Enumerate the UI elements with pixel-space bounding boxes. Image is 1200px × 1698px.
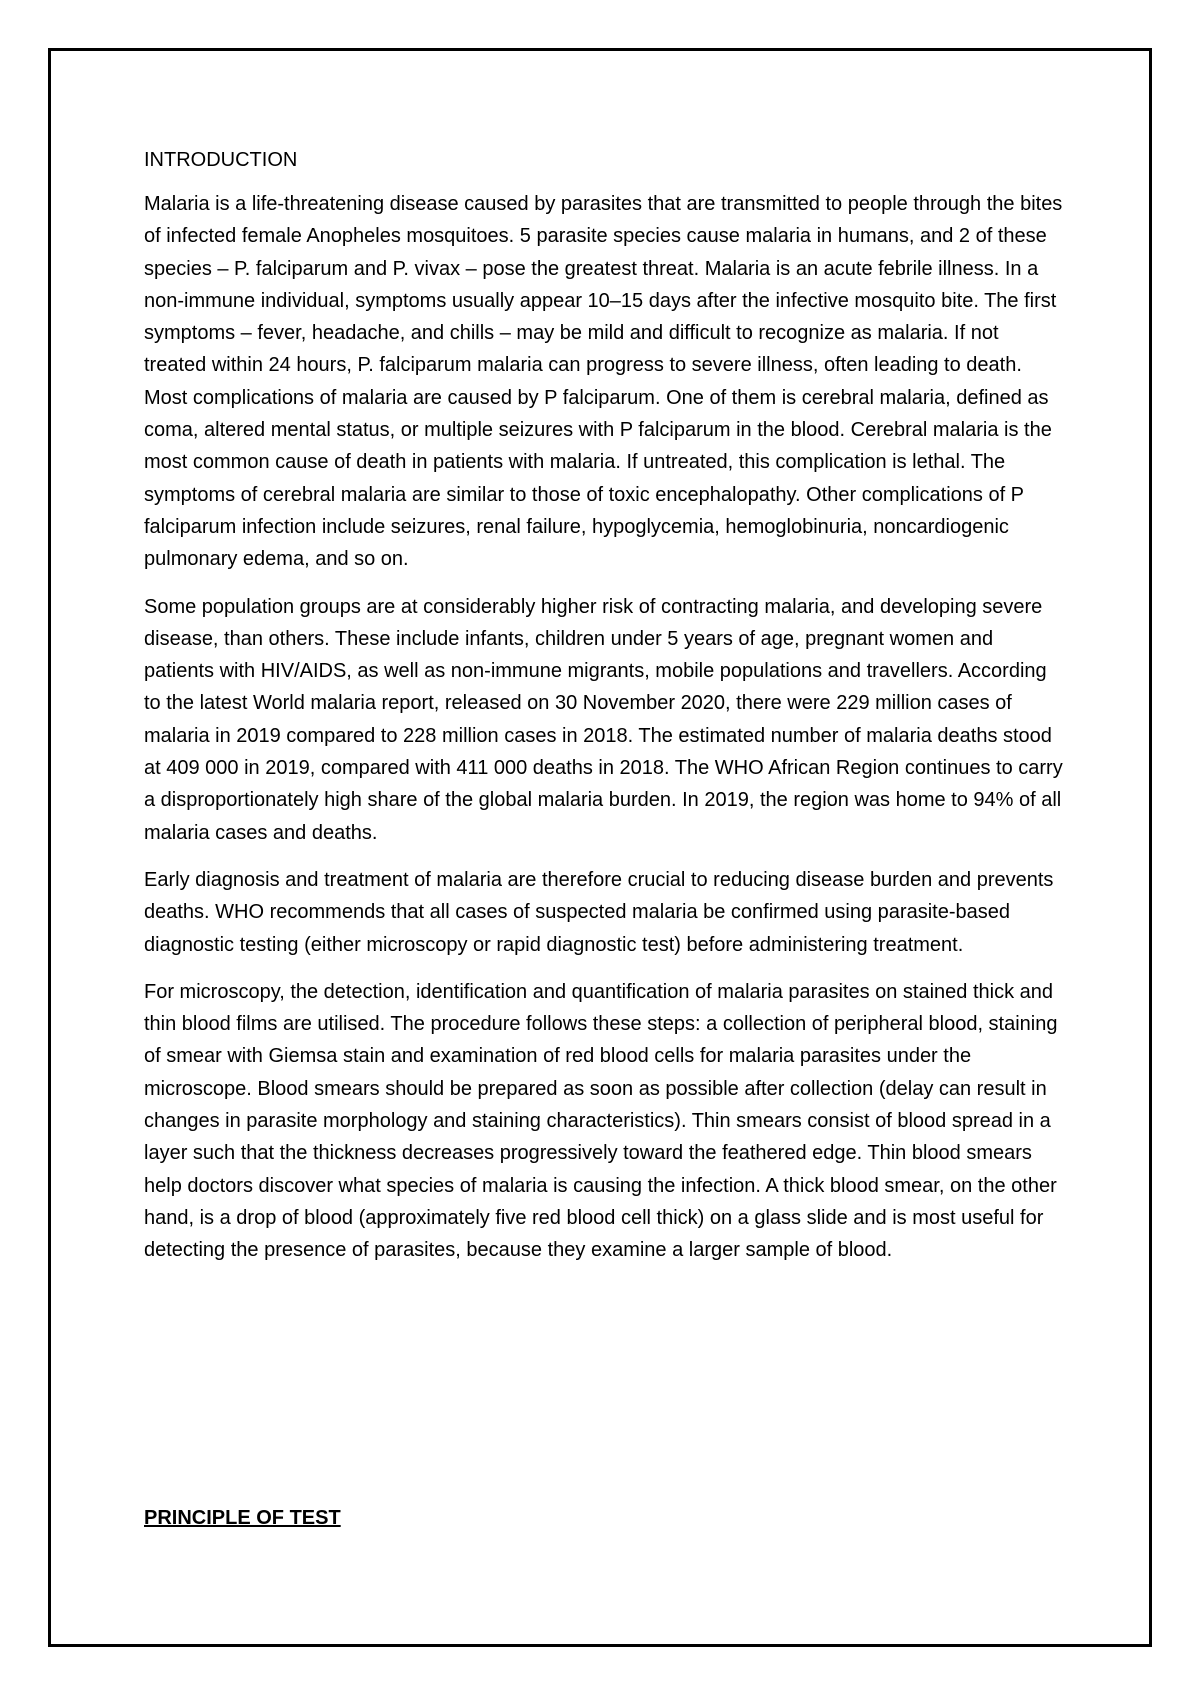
paragraph-microscopy: For microscopy, the detection, identification and quantification of malaria parasites on stained thick and thin blood films are utilised. The procedure follows these steps: a collection of peripheral blood, staining of smear with Giemsa stain and examination of red blood cells for malaria parasites under the microscope. Blood smears should be prepared as soon as possible after collection (delay can result in changes in parasite morphology and staining characteristics). Thin smears consist of blood spread in a layer such that the thickness decreases progressively toward the feathered edge. Thin blood smears help doctors discover what species of malaria is causing the infection. A thick blood smear, on the other hand, is a drop of blood (approximately five red blood cell thick) on a glass slide and is most useful for detecting the presence of parasites, because they examine a larger sample of blood. <box>144 980 1058 1262</box>
section-heading-principle-of-test: PRINCIPLE OF TEST <box>144 1507 341 1529</box>
document-body <box>144 144 1066 1267</box>
paragraph-risk-groups: Some population groups are at considerably higher risk of contracting malaria, and developing severe disease, than others. These include infants, children under 5 years of age, pregnant women and patients with HIV/AIDS, as well as non-immune migrants, mobile populations and travellers. According to the latest World malaria report, released on 30 November 2020, there were 229 million cases of malaria in 2019 compared to 228 million cases in 2018. The estimated number of malaria deaths stood at 409 000 in 2019, compared with 411 000 deaths in 2018. The WHO African Region continues to carry a disproportionately high share of the global malaria burden. In 2019, the region was home to 94% of all malaria cases and deaths. <box>144 595 1063 844</box>
paragraph-diagnosis: Early diagnosis and treatment of malaria are therefore crucial to reducing disease burden and prevents deaths. WHO recommends that all cases of suspected malaria be confirmed using parasite-based diagnostic testing (either microscopy or rapid diagnostic test) before administering treatment. <box>144 868 1054 956</box>
paragraph-malaria-overview: Malaria is a life-threatening disease caused by parasites that are transmitted to people through the bites of infected female Anopheles mosquitoes. 5 parasite species cause malaria in humans, and 2 of these species – P. falciparum and P. vivax – pose the greatest threat. Malaria is an acute febrile illness. In a non-immune individual, symptoms usually appear 10–15 days after the infective mosquito bite. The first symptoms – fever, headache, and chills – may be mild and difficult to recognize as malaria. If not treated within 24 hours, P. falciparum malaria can progress to severe illness, often leading to death. Most complications of malaria are caused by P falciparum. One of them is cerebral malaria, defined as coma, altered mental status, or multiple seizures with P falciparum in the blood. Cerebral malaria is the most common cause of death in patients with malaria. If untreated, this complication is lethal. The symptoms of cerebral malaria are similar to those of toxic encephalopathy. Other complications of P falciparum infection include seizures, renal failure, hypoglycemia, hemoglobinuria, noncardiogenic pulmonary edema, and so on. <box>144 193 1063 571</box>
section-heading-introduction: INTRODUCTION <box>144 149 298 171</box>
